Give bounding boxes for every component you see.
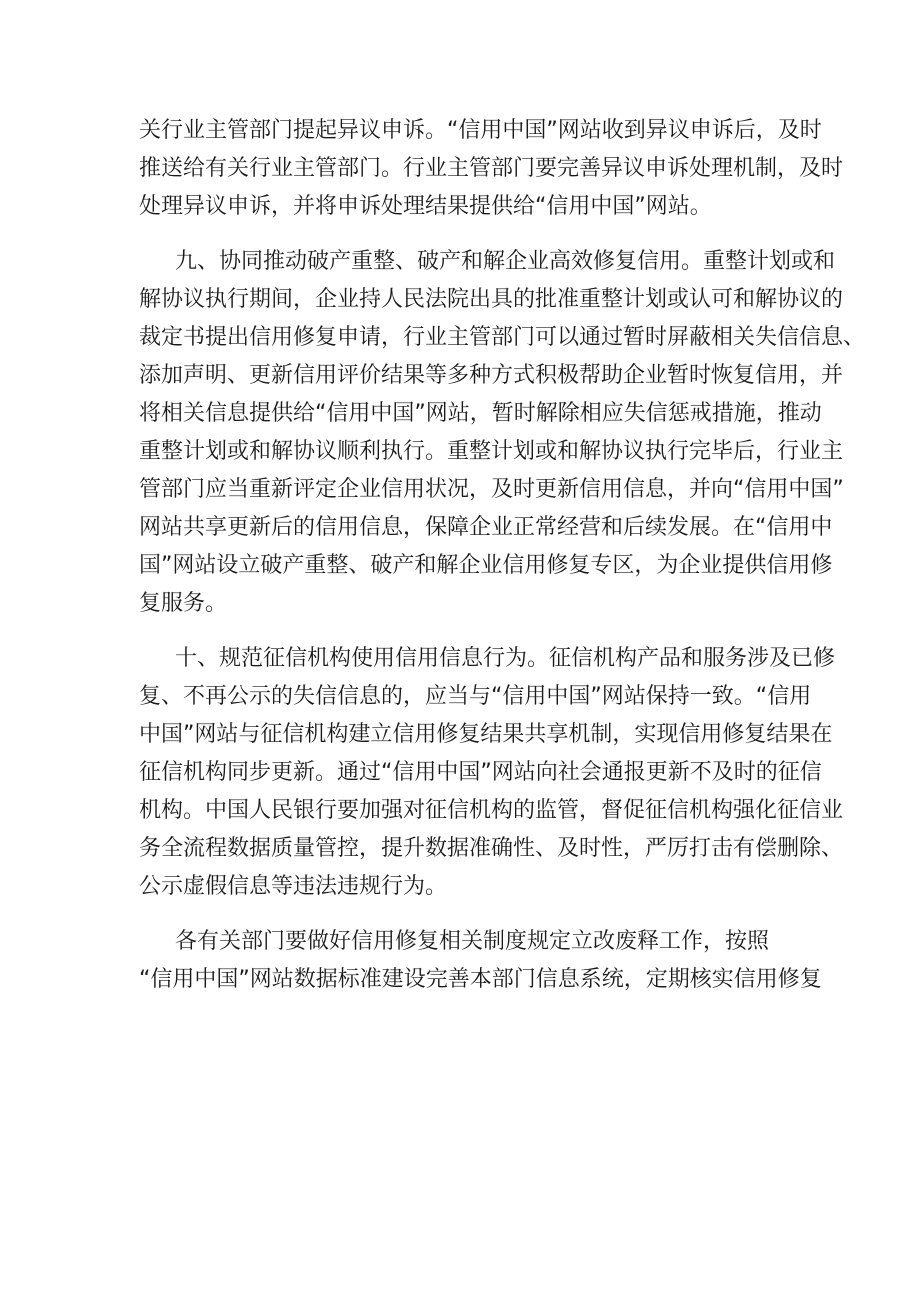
paragraph-appeal-continued — [139, 112, 844, 226]
text-line: 十、规范征信机构使用信用信息行为。征信机构产品和服务涉及已修 — [175, 646, 836, 671]
text-line: 管部门应当重新评定企业信用状况，及时更新信用信息，并向“信用中国” — [139, 477, 844, 502]
text-line: 关行业主管部门提起异议申诉。“信用中国”网站收到异议申诉后，及时 — [139, 118, 822, 143]
text-line: 九、协同推动破产重整、破产和解企业高效修复信用。重整计划或和 — [175, 249, 836, 274]
text-line: 中国”网站与征信机构建立信用修复结果共享机制，实现信用修复结果在 — [139, 722, 833, 747]
text-line: 征信机构同步更新。通过“信用中国”网站向社会通报更新不及时的征信 — [139, 760, 822, 785]
text-line: 处理异议申诉，并将申诉处理结果提供给“信用中国”网站。 — [139, 194, 712, 219]
text-line: 裁定书提出信用修复申请，行业主管部门可以通过暂时屏蔽相关失信信息、 — [139, 325, 866, 350]
text-line: 添加声明、更新信用评价结果等多种方式积极帮助企业暂时恢复信用，并 — [139, 363, 844, 388]
paragraph-item-ten — [139, 640, 844, 906]
paragraph-item-nine — [139, 243, 866, 623]
text-line: 将相关信息提供给“信用中国”网站，暂时解除相应失信惩戒措施，推动 — [139, 401, 822, 426]
text-line: 重整计划或和解协议顺利执行。重整计划或和解协议执行完毕后，行业主 — [139, 439, 844, 464]
text-line: 复服务。 — [139, 591, 228, 616]
text-line: 解协议执行期间，企业持人民法院出具的批准重整计划或认可和解协议的 — [139, 287, 844, 312]
text-line: 公示虚假信息等违法违规行为。 — [139, 874, 448, 899]
text-line: “信用中国”网站数据标准建设完善本部门信息系统，定期核实信用修复 — [139, 967, 822, 992]
text-line: 机构。中国人民银行要加强对征信机构的监管，督促征信机构强化征信业 — [139, 798, 844, 823]
document-body — [139, 112, 866, 999]
text-line: 各有关部门要做好信用修复相关制度规定立改废释工作，按照 — [175, 929, 770, 954]
text-line: 网站共享更新后的信用信息，保障企业正常经营和后续发展。在“信用中 — [139, 515, 833, 540]
text-line: 国”网站设立破产重整、破产和解企业信用修复专区，为企业提供信用修 — [139, 553, 833, 578]
text-line: 复、不再公示的失信信息的，应当与“信用中国”网站保持一致。“信用 — [139, 684, 812, 709]
paragraph-closing — [139, 923, 822, 999]
text-line: 务全流程数据质量管控，提升数据准确性、及时性，严厉打击有偿删除、 — [139, 836, 844, 861]
text-line: 推送给有关行业主管部门。行业主管部门要完善异议申诉处理机制，及时 — [139, 156, 844, 181]
